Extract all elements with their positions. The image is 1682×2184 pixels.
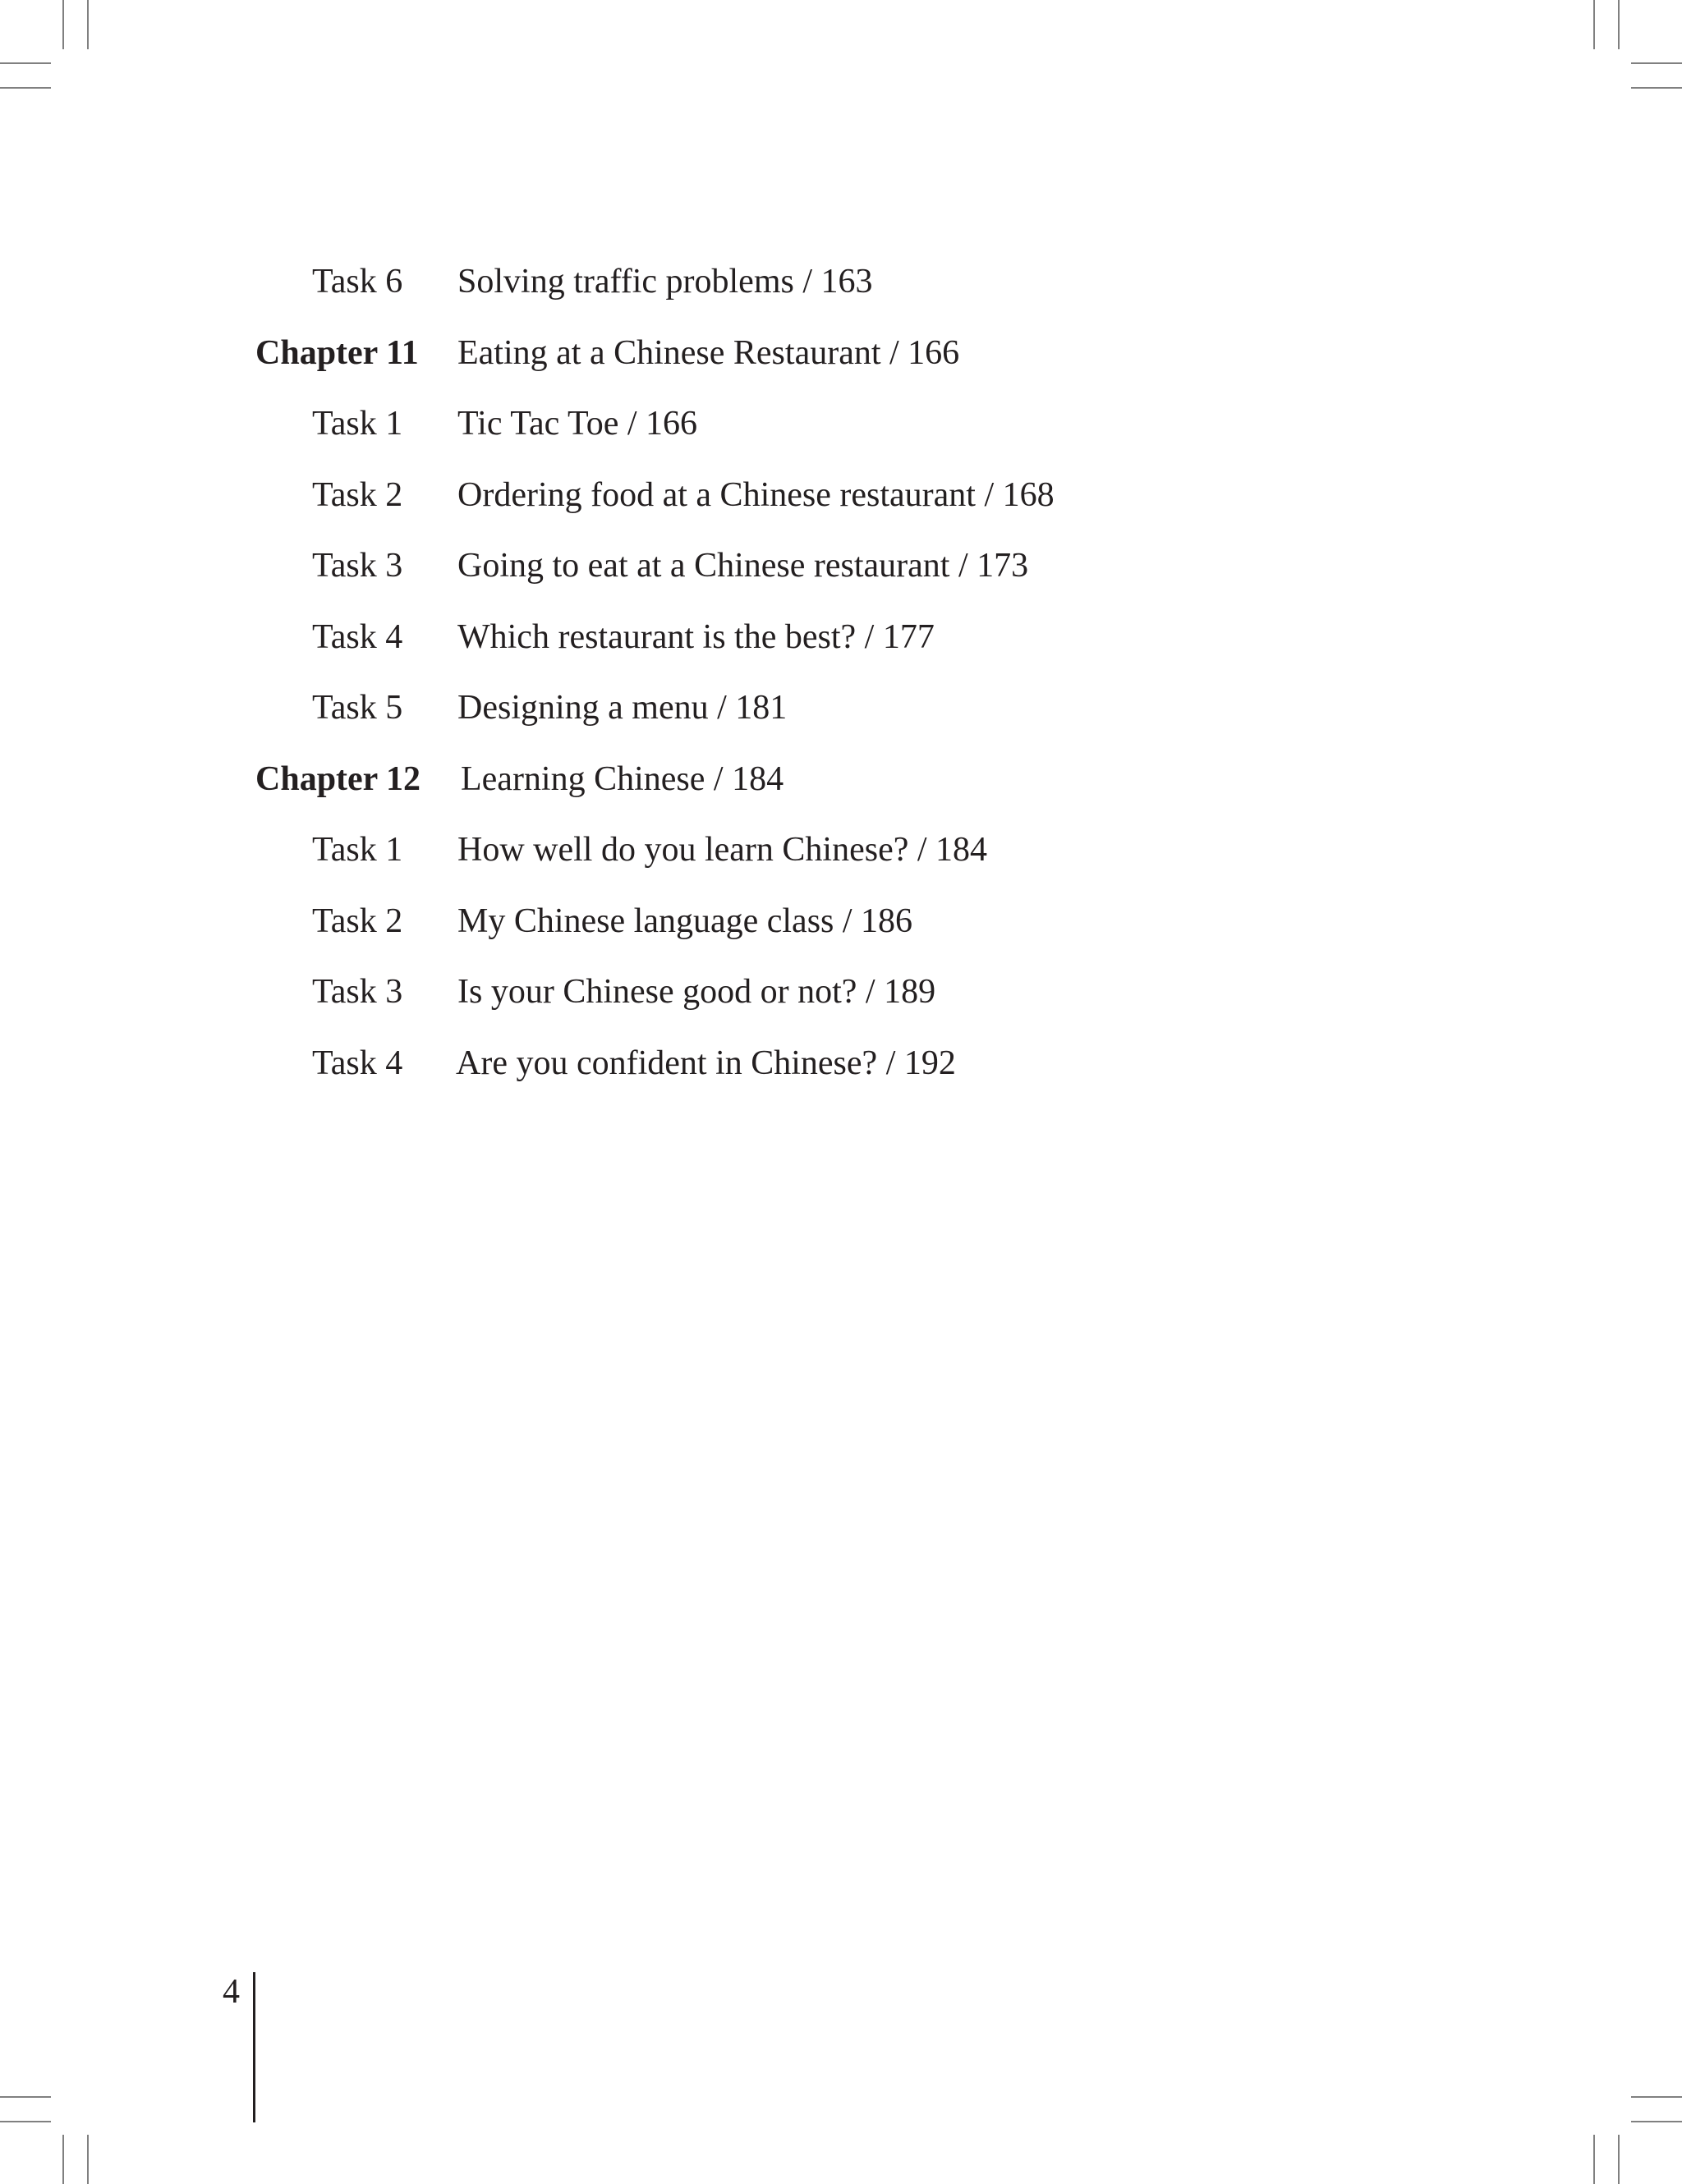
toc-entry-label: Task 3	[312, 547, 403, 585]
toc-entry-title: Going to eat at a Chinese restaurant / 173	[457, 547, 1029, 585]
toc-entry-label: Task 1	[312, 831, 403, 869]
toc-entry	[0, 388, 1682, 460]
toc-entry	[0, 246, 1682, 318]
toc-chapter-label: Chapter 11	[255, 333, 419, 372]
crop-mark	[1631, 2096, 1682, 2098]
toc-chapter-label: Chapter 12	[255, 759, 421, 798]
toc-entry-title: My Chinese language class / 186	[457, 902, 913, 940]
crop-mark	[1631, 87, 1682, 89]
toc-chapter-heading	[0, 318, 1682, 389]
toc-chapter-title: Eating at a Chinese Restaurant / 166	[457, 333, 960, 372]
toc-entry	[0, 530, 1682, 602]
toc-entry-title: Is your Chinese good or not? / 189	[457, 973, 936, 1011]
toc-entry-title: Designing a menu / 181	[457, 689, 788, 727]
crop-mark	[1631, 2121, 1682, 2122]
crop-mark	[1631, 62, 1682, 64]
toc-entry-title: Tic Tac Toe / 166	[457, 405, 698, 443]
toc-entry-title: Which restaurant is the best? / 177	[457, 617, 935, 656]
toc-entry-label: Task 4	[312, 617, 403, 656]
toc-entry-title: Ordering food at a Chinese restaurant / 168	[457, 475, 1055, 514]
crop-mark	[0, 2096, 51, 2098]
crop-mark	[87, 0, 89, 49]
toc-entry	[0, 460, 1682, 531]
toc-entry-label: Task 1	[312, 405, 403, 443]
crop-mark	[1618, 2135, 1620, 2184]
page-number: 4	[223, 1973, 240, 2011]
toc-entry	[0, 957, 1682, 1028]
toc-entry	[0, 814, 1682, 886]
toc-entry	[0, 602, 1682, 673]
toc-entry-title: How well do you learn Chinese? / 184	[457, 831, 988, 869]
crop-mark	[62, 0, 64, 49]
toc-entry-title: Solving traffic problems / 163	[457, 263, 873, 301]
crop-mark	[1593, 0, 1595, 49]
table-of-contents	[0, 246, 1682, 1099]
toc-entry	[0, 886, 1682, 957]
toc-entry-label: Task 3	[312, 973, 403, 1011]
toc-entry-label: Task 2	[312, 902, 403, 940]
crop-mark	[0, 87, 51, 89]
toc-entry-title: Are you confident in Chinese? / 192	[456, 1044, 956, 1082]
crop-mark	[62, 2135, 64, 2184]
crop-mark	[1593, 2135, 1595, 2184]
crop-mark	[0, 2121, 51, 2122]
toc-entry	[0, 1028, 1682, 1099]
toc-entry-label: Task 4	[312, 1044, 403, 1082]
toc-entry	[0, 672, 1682, 744]
crop-mark	[0, 62, 51, 64]
crop-mark	[87, 2135, 89, 2184]
toc-chapter-title: Learning Chinese / 184	[461, 759, 784, 798]
toc-entry-label: Task 6	[312, 263, 403, 301]
toc-chapter-heading	[0, 744, 1682, 815]
toc-entry-label: Task 5	[312, 689, 403, 727]
folio-rule	[253, 1972, 255, 2122]
toc-entry-label: Task 2	[312, 475, 403, 514]
crop-mark	[1618, 0, 1620, 49]
